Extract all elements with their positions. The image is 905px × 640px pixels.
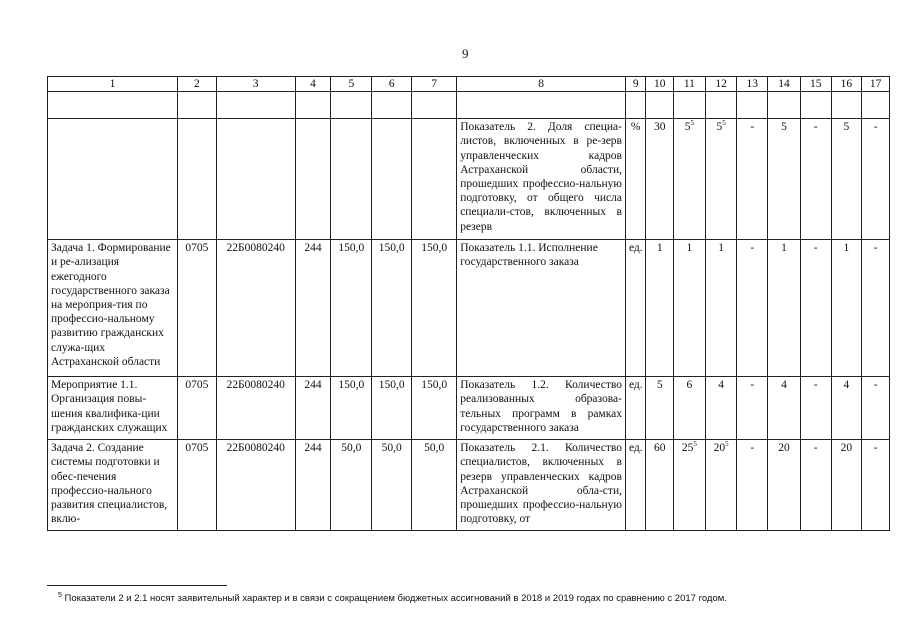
value-cell: 5 (768, 119, 801, 240)
amount-cell: 50,0 (331, 440, 372, 531)
empty-cell (862, 92, 890, 119)
value-cell: 1 (705, 240, 737, 377)
section-code-cell (177, 119, 216, 240)
amount-cell (412, 119, 457, 240)
value-cell: - (862, 240, 890, 377)
column-number: 9 (625, 77, 645, 92)
table-row (48, 377, 890, 440)
target-article-cell (216, 119, 295, 240)
column-number: 6 (372, 77, 412, 92)
task-name-cell: Мероприятие 1.1. Организация повы-шения квалифика-ции гражданских служащих (48, 377, 178, 440)
table-row (48, 240, 890, 377)
empty-cell (737, 92, 768, 119)
footnote-mark: 5 (693, 440, 697, 449)
amount-cell: 150,0 (331, 240, 372, 377)
program-table (47, 76, 890, 531)
task-name-cell (48, 119, 178, 240)
amount-cell: 150,0 (372, 240, 412, 377)
task-name-cell: Задача 2. Создание системы подготовки и обес-печения профессио-нального развития специалистов, вклю- (48, 440, 178, 531)
value-text: 20 (713, 442, 726, 455)
empty-cell (831, 92, 862, 119)
footnote-mark: 5 (690, 119, 695, 128)
value-cell (674, 440, 706, 531)
value-cell: - (800, 240, 831, 377)
indicator-cell: Показатель 2. Доля специа-листов, включенных в ре-зерв управленческих кадров Астраханской области, прошедших профессио-нальную подготовку, от общего числа специали-стов, включенных в резерв (457, 119, 626, 240)
column-number: 5 (331, 77, 372, 92)
value-cell (705, 119, 737, 240)
column-number: 2 (177, 77, 216, 92)
value-cell: 5 (646, 377, 674, 440)
column-number: 16 (831, 77, 862, 92)
page-number: 9 (462, 46, 469, 61)
column-number: 12 (705, 77, 737, 92)
value-cell: 4 (705, 377, 737, 440)
target-article-cell: 22Б0080240 (216, 440, 295, 531)
expense-type-cell (295, 119, 331, 240)
empty-cell (372, 92, 412, 119)
column-number-row (48, 77, 890, 92)
footnote-mark: 5 (725, 440, 729, 449)
value-cell (705, 440, 737, 531)
amount-cell: 50,0 (412, 440, 457, 531)
empty-cell (646, 92, 674, 119)
value-cell: - (800, 440, 831, 531)
amount-cell: 150,0 (412, 377, 457, 440)
footnote-text: Показатели 2 и 2.1 носят заявительный характер и в связи с сокращением бюджетных ассигнований в 2018 и 2019 годах по сравнению с 2017 годом. (64, 593, 727, 604)
section-code-cell: 0705 (177, 440, 216, 531)
value-cell: - (737, 119, 768, 240)
value-cell (674, 119, 706, 240)
expense-type-cell: 244 (295, 240, 331, 377)
empty-cell (457, 92, 626, 119)
empty-cell (331, 92, 372, 119)
value-cell: 20 (768, 440, 801, 531)
task-name-cell: Задача 1. Формирование и ре-ализация ежегодного государственного заказа на мероприя-тия по профессио-нальному развитию гражданских служа-щих Астраханской области (48, 240, 178, 377)
column-number: 17 (862, 77, 890, 92)
column-number: 11 (674, 77, 706, 92)
unit-cell: ед. (625, 240, 645, 377)
value-cell: 30 (646, 119, 674, 240)
value-text: 25 (681, 442, 694, 455)
value-cell: 1 (674, 240, 706, 377)
column-number: 14 (768, 77, 801, 92)
target-article-cell: 22Б0080240 (216, 377, 295, 440)
value-cell: - (862, 377, 890, 440)
table-row (48, 119, 890, 240)
unit-cell: ед. (625, 377, 645, 440)
table-row (48, 440, 890, 531)
footnote-mark: 5 (722, 119, 726, 128)
empty-row (48, 92, 890, 119)
column-number: 13 (737, 77, 768, 92)
empty-cell (625, 92, 645, 119)
value-cell: - (862, 440, 890, 531)
unit-cell: ед. (625, 440, 645, 531)
empty-cell (705, 92, 737, 119)
footnote-separator (47, 585, 227, 586)
empty-cell (800, 92, 831, 119)
value-cell: - (737, 377, 768, 440)
value-cell: 1 (646, 240, 674, 377)
target-article-cell: 22Б0080240 (216, 240, 295, 377)
column-number: 4 (295, 77, 331, 92)
column-number: 1 (48, 77, 178, 92)
value-cell: - (862, 119, 890, 240)
empty-cell (768, 92, 801, 119)
empty-cell (48, 92, 178, 119)
column-number: 10 (646, 77, 674, 92)
empty-cell (412, 92, 457, 119)
column-number: 15 (800, 77, 831, 92)
amount-cell (372, 119, 412, 240)
value-cell: 20 (831, 440, 862, 531)
empty-cell (177, 92, 216, 119)
indicator-cell: Показатель 2.1. Количество специалистов, включенных в резерв управленческих кадров Астраханской обла-сти, прошедших профессио-нальную подготовку, от (457, 440, 626, 531)
amount-cell: 50,0 (372, 440, 412, 531)
value-cell: - (737, 440, 768, 531)
value-cell: - (737, 240, 768, 377)
value-cell: 1 (768, 240, 801, 377)
value-cell: 1 (831, 240, 862, 377)
footnote (58, 593, 727, 604)
value-cell: 60 (646, 440, 674, 531)
value-cell: - (800, 119, 831, 240)
amount-cell: 150,0 (372, 377, 412, 440)
amount-cell (331, 119, 372, 240)
value-cell: 4 (831, 377, 862, 440)
section-code-cell: 0705 (177, 377, 216, 440)
footnote-mark: 5 (58, 591, 62, 599)
value-cell: 6 (674, 377, 706, 440)
column-number: 3 (216, 77, 295, 92)
amount-cell: 150,0 (412, 240, 457, 377)
amount-cell: 150,0 (331, 377, 372, 440)
section-code-cell: 0705 (177, 240, 216, 377)
value-cell: 4 (768, 377, 801, 440)
value-cell: - (800, 377, 831, 440)
unit-cell: % (625, 119, 645, 240)
empty-cell (674, 92, 706, 119)
column-number: 8 (457, 77, 626, 92)
indicator-cell: Показатель 1.2. Количество реализованных образова-тельных программ в рамках государственного заказа (457, 377, 626, 440)
value-cell: 5 (831, 119, 862, 240)
empty-cell (216, 92, 295, 119)
empty-cell (295, 92, 331, 119)
value-text: 5 (716, 121, 723, 134)
value-text: 5 (684, 121, 691, 134)
expense-type-cell: 244 (295, 377, 331, 440)
expense-type-cell: 244 (295, 440, 331, 531)
indicator-cell: Показатель 1.1. Исполнение государственного заказа (457, 240, 626, 377)
column-number: 7 (412, 77, 457, 92)
